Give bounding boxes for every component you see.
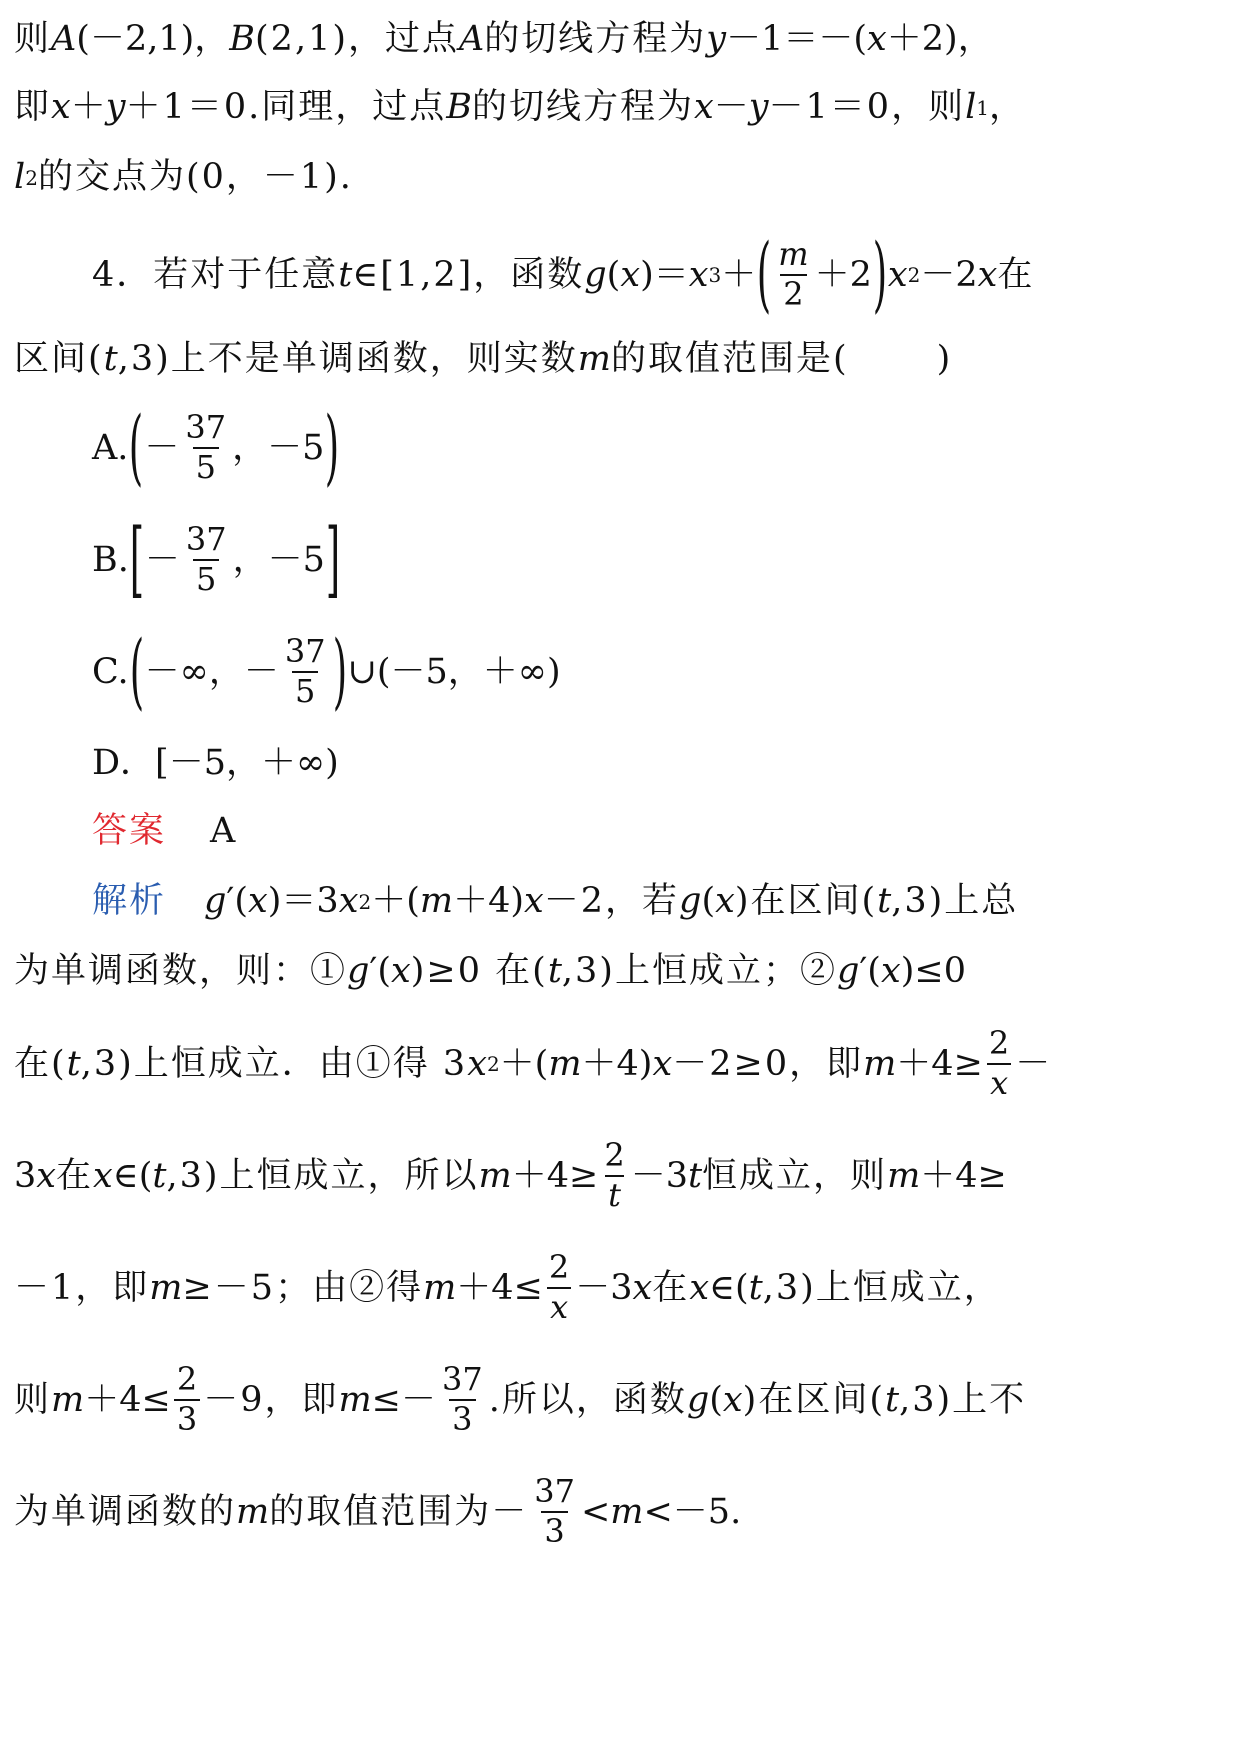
text: ＋4)	[581, 1043, 653, 1084]
text: ＋	[721, 254, 757, 295]
analysis-line-3	[14, 1024, 1096, 1102]
text: ∈(	[709, 1267, 749, 1308]
option-d	[92, 743, 1096, 783]
math-var: x	[524, 881, 544, 921]
text: ≤－	[371, 1379, 436, 1420]
fraction	[282, 632, 329, 710]
math-var: m	[478, 1155, 512, 1196]
text: ,3)上恒成立，	[762, 1267, 1001, 1308]
math-var: m	[419, 881, 454, 921]
text: ,3)上不是单调函数，则实数	[117, 339, 578, 379]
math-var: y	[105, 87, 126, 127]
math-var: x	[467, 1043, 487, 1084]
text: ′(	[226, 881, 249, 921]
fraction-denominator: 3	[541, 1511, 567, 1549]
fraction	[174, 1360, 200, 1438]
question-line-1	[92, 227, 1096, 322]
text: 的取值范围为－	[269, 1491, 529, 1532]
text: ,3)上恒成立．由①得 3	[80, 1043, 468, 1084]
text: (2,1)，过点	[255, 19, 459, 59]
text: 的切线方程为	[471, 87, 694, 127]
fraction-numerator: 37	[185, 408, 227, 447]
math-var: y	[706, 19, 727, 59]
fraction-denominator: 3	[449, 1399, 475, 1437]
text-line-2	[14, 87, 1096, 127]
text: ＋	[70, 87, 106, 127]
left-paren: (	[129, 400, 144, 495]
math-var: t	[884, 1379, 900, 1420]
text: ′(	[859, 951, 881, 991]
text: －3	[630, 1155, 688, 1196]
math-var: g	[204, 881, 227, 921]
math-var: l	[965, 87, 977, 127]
text: ∈[1,2]，函数	[352, 254, 585, 295]
left-bracket: [	[129, 512, 145, 607]
text: ，－5	[232, 539, 325, 580]
fraction-numerator: m	[778, 235, 809, 274]
text: 3	[14, 1155, 37, 1196]
answer-value: A	[210, 811, 236, 851]
text: ，	[989, 87, 1025, 127]
math-var: m	[236, 1491, 270, 1532]
math-var: t	[748, 1267, 763, 1308]
text: 的切线方程为	[484, 19, 707, 59]
math-var: m	[423, 1267, 457, 1308]
text: ∈(	[112, 1155, 153, 1196]
text: (	[701, 881, 716, 921]
text: ＋4≥	[920, 1155, 1007, 1196]
math-var: x	[867, 19, 887, 59]
fraction-denominator: t	[605, 1175, 624, 1213]
text: ＋4≥	[511, 1155, 599, 1196]
fraction-numerator: 2	[604, 1136, 625, 1175]
fraction	[439, 1360, 486, 1438]
fraction-denominator: x	[987, 1063, 1011, 1101]
text: －2	[920, 254, 978, 295]
analysis-line-5	[14, 1248, 1096, 1326]
math-var: x	[620, 254, 641, 295]
option-c	[92, 624, 1096, 719]
fraction-denominator: x	[547, 1287, 571, 1325]
text: ,3)上总	[891, 881, 1019, 921]
text: D．[－5，＋∞)	[92, 743, 339, 783]
text: 则	[14, 1379, 52, 1420]
text: －9，即	[203, 1379, 339, 1420]
text: －∞，－	[144, 651, 279, 692]
text: －	[713, 87, 749, 127]
answer-label: 答案	[92, 811, 167, 851]
analysis-line-6	[14, 1360, 1096, 1438]
text: ＋4≥	[896, 1043, 983, 1084]
math-var: m	[548, 1043, 582, 1084]
text: －	[1015, 1043, 1051, 1084]
math-var: x	[391, 951, 411, 991]
fraction-numerator: 37	[534, 1472, 575, 1511]
text: )＝3	[267, 881, 339, 921]
question-line-2	[14, 339, 1096, 379]
option-label: A.	[92, 427, 129, 468]
text: ∪(－5，＋∞)	[347, 651, 561, 692]
text: ≥－5；由②得	[182, 1267, 424, 1308]
superscript: 3	[708, 263, 722, 287]
fraction-numerator: 2	[548, 1248, 570, 1287]
text: ＋4≤	[84, 1379, 171, 1420]
math-var: t	[66, 1043, 81, 1084]
math-var: m	[149, 1267, 183, 1308]
text: －3	[575, 1267, 633, 1308]
text: ′(	[369, 951, 392, 991]
math-var: x	[688, 254, 709, 295]
text-line-3	[14, 157, 1096, 197]
text: (	[606, 254, 621, 295]
fraction-denominator: 5	[193, 447, 219, 485]
fraction-denominator: 2	[780, 274, 806, 312]
math-var: B	[446, 87, 472, 127]
math-var: x	[652, 1043, 673, 1084]
text: 为单调函数的	[14, 1491, 237, 1532]
math-var: g	[584, 254, 607, 295]
text: <－5.	[643, 1491, 742, 1532]
text: )在区间(	[734, 881, 878, 921]
text: 即	[14, 87, 52, 127]
fraction	[546, 1248, 572, 1326]
fraction	[775, 235, 811, 313]
math-var: m	[51, 1379, 85, 1420]
analysis-line-1	[92, 881, 1096, 921]
math-var: x	[689, 1267, 710, 1308]
left-paren: (	[129, 624, 144, 719]
math-var: t	[338, 254, 353, 295]
analysis-line-4	[14, 1136, 1096, 1214]
superscript: 2	[486, 1052, 500, 1076]
math-var: x	[36, 1155, 57, 1196]
option-label: B.	[92, 539, 129, 580]
fraction-numerator: 2	[988, 1024, 1010, 1063]
fraction	[183, 520, 230, 598]
text: )在区间(	[742, 1379, 885, 1420]
left-paren: (	[757, 227, 772, 322]
right-bracket: ]	[325, 512, 341, 607]
fraction-numerator: 37	[284, 632, 326, 671]
math-var: g	[836, 951, 860, 991]
text: 4．若对于任意	[92, 254, 339, 295]
text: (－2,1)，	[76, 19, 230, 59]
fraction-denominator: 5	[292, 671, 318, 709]
fraction-numerator: 37	[442, 1360, 483, 1399]
text: ,3)上恒成立，所以	[166, 1155, 479, 1196]
superscript: 2	[907, 263, 921, 287]
math-var: x	[693, 87, 714, 127]
text: 在	[997, 254, 1035, 295]
math-var: m	[863, 1043, 897, 1084]
text: 的交点为(0，－1).	[37, 157, 353, 197]
fraction	[986, 1024, 1012, 1102]
text: 恒成立，则	[702, 1155, 888, 1196]
math-var: m	[338, 1379, 372, 1420]
text: )≥0 在(	[410, 951, 548, 991]
superscript: 2	[358, 889, 372, 914]
math-var: x	[51, 87, 71, 127]
math-var: x	[880, 951, 901, 991]
math-var: B	[229, 19, 256, 59]
math-var: x	[632, 1267, 653, 1308]
fraction-numerator: 37	[185, 520, 227, 559]
math-var: t	[877, 881, 892, 921]
math-var: g	[686, 1379, 710, 1420]
analysis-line-7	[14, 1472, 1096, 1550]
fraction-numerator: 2	[176, 1360, 198, 1399]
text: <	[580, 1491, 611, 1532]
analysis-label: 解析	[92, 881, 167, 921]
math-var: x	[338, 881, 359, 921]
text: 在(	[14, 1043, 67, 1084]
text: －2≥0，即	[672, 1043, 864, 1084]
text: －2，若	[543, 881, 680, 921]
math-var: t	[547, 951, 562, 991]
option-label: C.	[92, 651, 129, 692]
right-paren: )	[332, 624, 347, 719]
text: (	[709, 1379, 723, 1420]
text-line-1	[14, 19, 1096, 59]
text: 在	[652, 1267, 690, 1308]
math-var: x	[722, 1379, 743, 1420]
math-var: A	[459, 19, 485, 59]
text: －1＝0，则	[768, 87, 966, 127]
text: )≤0	[900, 951, 966, 991]
answer-line	[92, 811, 1096, 851]
fraction-denominator: 5	[193, 559, 219, 597]
right-paren: )	[325, 400, 340, 495]
text: ，－5	[232, 427, 325, 468]
text: －	[144, 427, 180, 468]
math-var: x	[248, 881, 268, 921]
text: 在	[56, 1155, 94, 1196]
text: )＝	[640, 254, 689, 295]
text: ＋(	[371, 881, 420, 921]
math-var: x	[93, 1155, 113, 1196]
text: －1，即	[14, 1267, 150, 1308]
text: ,3)上恒成立；②	[561, 951, 837, 991]
text: ＋1＝0.同理，过点	[125, 87, 447, 127]
fraction	[182, 408, 229, 486]
fraction	[531, 1472, 578, 1550]
text: ＋(	[499, 1043, 549, 1084]
text: －	[144, 539, 180, 580]
text: ＋4)	[453, 881, 524, 921]
text: 的取值范围是(	[611, 339, 849, 379]
text: ＋2)，	[886, 19, 993, 59]
math-var: t	[687, 1155, 703, 1196]
text: ＋4≤	[456, 1267, 543, 1308]
math-var: m	[577, 339, 611, 379]
text: ,3)上不	[899, 1379, 1027, 1420]
math-var: x	[887, 254, 908, 295]
math-var: m	[887, 1155, 921, 1196]
text: ＋2	[814, 254, 872, 295]
math-var: y	[748, 87, 769, 127]
math-var: m	[610, 1491, 644, 1532]
fraction-denominator: 3	[174, 1399, 200, 1437]
option-a	[92, 400, 1096, 495]
math-var: l	[14, 157, 26, 197]
text: 为单调函数，则：①	[14, 951, 348, 991]
subscript: 1	[976, 95, 990, 120]
text: 则	[14, 19, 52, 59]
text: 区间(	[14, 339, 104, 379]
option-b	[92, 512, 1096, 607]
math-var: t	[103, 339, 118, 379]
analysis-line-2	[14, 951, 1096, 991]
math-var: A	[51, 19, 77, 59]
right-paren: )	[872, 227, 888, 322]
math-var: x	[977, 254, 998, 295]
math-var: t	[152, 1155, 167, 1196]
text: .所以，函数	[488, 1379, 687, 1420]
subscript: 2	[25, 165, 38, 190]
math-var: x	[715, 881, 735, 921]
text: －1＝－(	[726, 19, 868, 59]
math-var: g	[679, 881, 702, 921]
text: )	[936, 339, 951, 379]
fraction	[601, 1136, 627, 1214]
math-var: g	[347, 951, 370, 991]
